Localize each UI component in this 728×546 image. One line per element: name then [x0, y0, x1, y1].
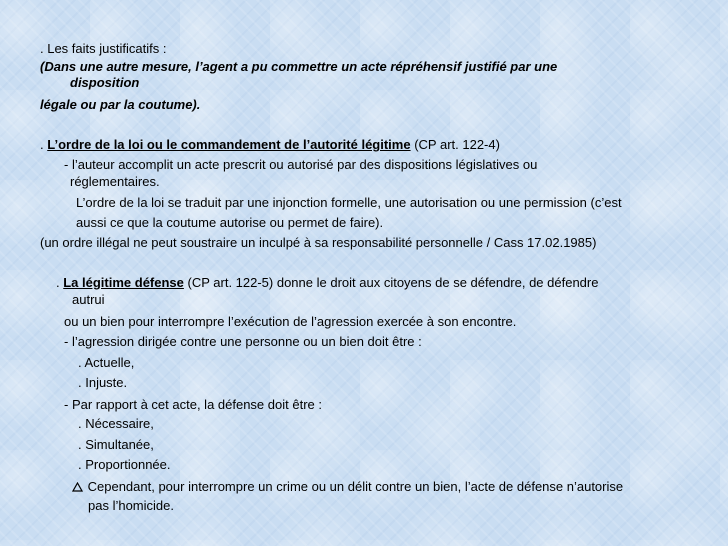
legitime-defense-line-3: ou un bien pour interrompre l’exécution de l’agression exercée à son encontre.	[64, 314, 517, 329]
ordre-loi-ref: (CP art. 122-4)	[410, 137, 500, 152]
agression-intro: - l’agression dirigée contre une personne ou un bien doit être :	[64, 334, 422, 349]
definition-line-2: disposition	[70, 75, 140, 90]
agression-item: . Actuelle,	[78, 355, 135, 370]
defense-item: . Proportionnée.	[78, 457, 171, 472]
ordre-loi-bullet: .	[40, 137, 48, 152]
agression-item: . Injuste.	[78, 375, 128, 390]
ordre-loi-p1-line-1: - l’auteur accomplit un acte prescrit ou autorisé par des dispositions législatives ou	[64, 157, 538, 172]
defense-item: . Simultanée,	[78, 437, 154, 452]
legitime-defense-line-2: autrui	[72, 292, 105, 307]
legitime-defense-ref: (CP art. 122-5) donne le droit aux citoyens de se défendre, de défendre	[183, 275, 599, 290]
definition-line-1: (Dans une autre mesure, l’agent a pu commettre un acte répréhensif justifié par une	[40, 59, 558, 74]
definition-line-3: légale ou par la coutume).	[40, 97, 201, 112]
ordre-loi-p2-line-1: L’ordre de la loi se traduit par une injonction formelle, une autorisation ou une permission (c’est	[76, 195, 622, 210]
ordre-loi-heading-line	[40, 137, 500, 153]
ordre-loi-note: (un ordre illégal ne peut soustraire un inculpé à sa responsabilité personnelle / Cass 17.02.1985)	[40, 235, 597, 250]
defense-item: . Nécessaire,	[78, 416, 154, 431]
defense-intro: - Par rapport à cet acte, la défense doit être :	[64, 397, 322, 412]
triangle-outline-icon	[72, 479, 84, 495]
legitime-defense-heading-line	[56, 275, 598, 291]
legitime-defense-heading: La légitime défense	[63, 275, 184, 290]
section-title: . Les faits justificatifs :	[40, 41, 167, 56]
ordre-loi-p2-line-2: aussi ce que la coutume autorise ou permet de faire).	[76, 215, 384, 230]
warning-text: Cependant, pour interrompre un crime ou un délit contre un bien, l’acte de défense n’autorise	[84, 479, 624, 494]
warning-line-1	[72, 479, 623, 495]
legitime-defense-bullet: .	[56, 275, 64, 290]
ordre-loi-p1-line-2: réglementaires.	[70, 174, 160, 189]
warning-line-2: pas l’homicide.	[88, 498, 174, 513]
ordre-loi-heading: L’ordre de la loi ou le commandement de l’autorité légitime	[47, 137, 411, 152]
